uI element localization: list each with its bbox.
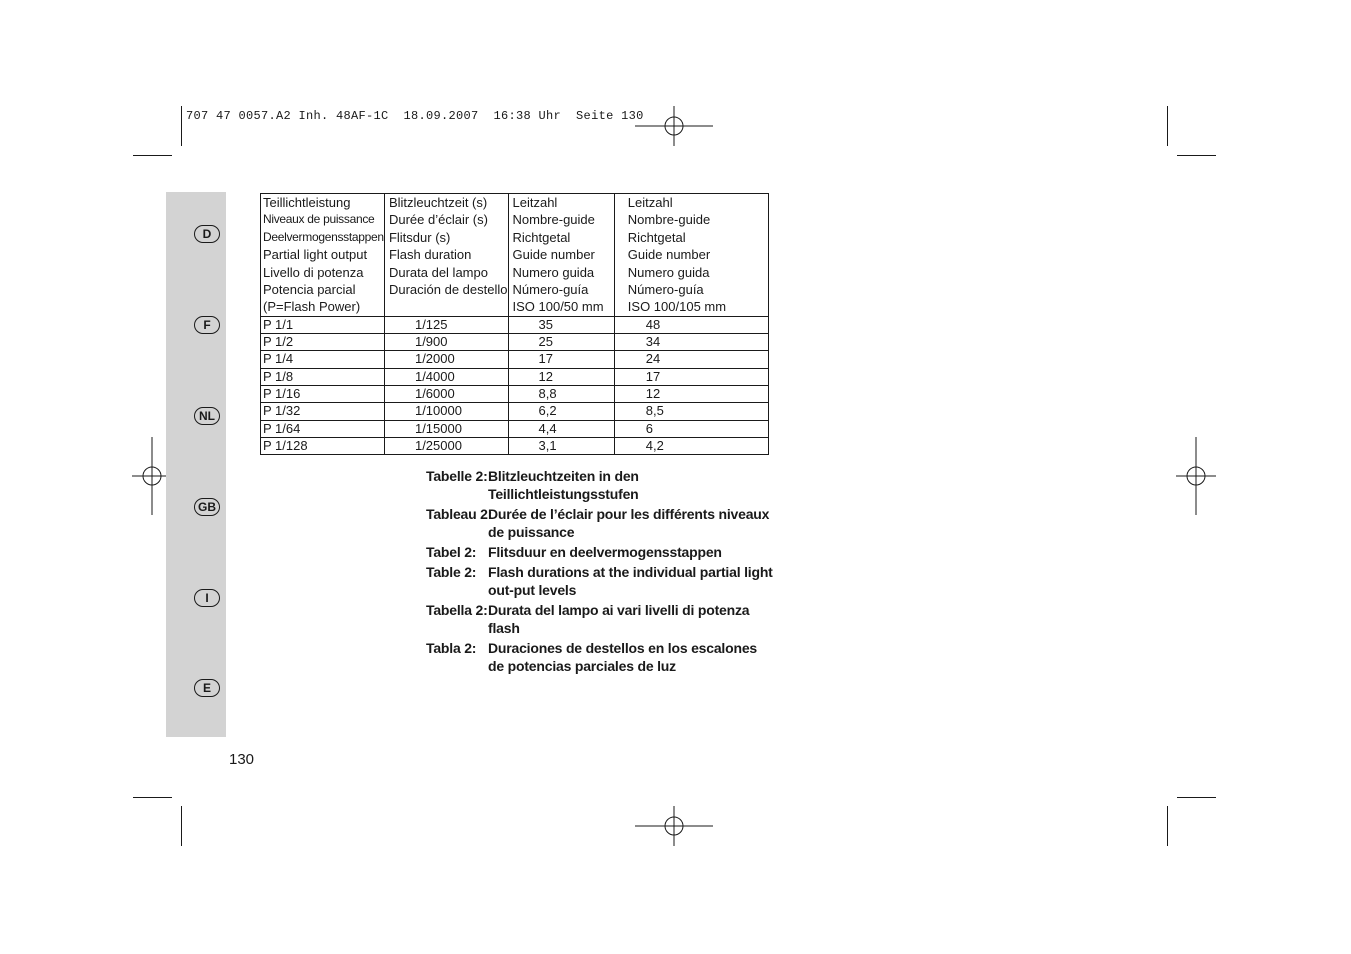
header-partial-light-output: [261, 194, 385, 317]
caption-fr: [426, 505, 776, 541]
table-row: [261, 368, 769, 385]
header-guide-number-50mm: [508, 194, 614, 317]
language-badge-f: F: [194, 316, 220, 334]
caption-label: Tabelle 2:: [426, 468, 488, 484]
header-line: (P=Flash Power): [263, 299, 361, 315]
header-line: Richtgetal: [627, 229, 686, 245]
header-line: Leitzahl: [512, 195, 558, 210]
table-row: [261, 334, 769, 351]
header-line: Richtgetal: [512, 229, 571, 245]
cell-guide-number-105: 8,5: [614, 403, 768, 420]
caption-label: Table 2:: [426, 564, 477, 580]
header-guide-number-105mm: [614, 194, 768, 317]
header-line: Partial light output: [263, 247, 368, 263]
table-row: [261, 385, 769, 402]
cell-guide-number-50: 35: [508, 316, 614, 333]
cell-guide-number-50: 6,2: [508, 403, 614, 420]
cell-guide-number-50: 17: [508, 351, 614, 368]
print-header: 707 47 0057.A2 Inh. 48AF-1C 18.09.2007 16:38 Uhr Seite 130: [186, 109, 644, 123]
header-line: Teillichtleistung: [263, 195, 351, 210]
table-row: [261, 316, 769, 333]
registration-mark-top: [635, 106, 715, 146]
caption-text: Blitzleuchtzeiten in den Teillichtleistungsstufen: [488, 468, 639, 502]
header-line: [389, 298, 508, 315]
header-line: Durée d’éclair (s): [388, 212, 488, 228]
table-header-row: [261, 194, 769, 317]
table-row: [261, 437, 769, 454]
caption-de: [426, 467, 776, 503]
language-badge-e: E: [194, 679, 220, 697]
cell-guide-number-105: 17: [614, 368, 768, 385]
header-line: Numero guida: [627, 264, 710, 280]
crop-mark-bottom-left-v: [181, 806, 182, 846]
cell-duration: 1/125: [384, 316, 508, 333]
cell-guide-number-50: 12: [508, 368, 614, 385]
language-badge-gb: GB: [194, 498, 220, 516]
header-line: Duración de destello: [388, 281, 508, 297]
registration-mark-bottom: [635, 806, 715, 846]
caption-en: [426, 563, 776, 599]
caption-it: [426, 601, 776, 637]
caption-label: Tabella 2:: [426, 602, 488, 618]
crop-mark-top-left-v: [181, 106, 182, 146]
caption-label: Tabel 2:: [426, 544, 477, 560]
crop-mark-top-left-h: [133, 155, 172, 156]
cell-power: P 1/128: [261, 437, 385, 454]
cell-guide-number-105: 4,2: [614, 437, 768, 454]
table-row: [261, 351, 769, 368]
cell-power: P 1/64: [261, 420, 385, 437]
cell-guide-number-105: 24: [614, 351, 768, 368]
caption-nl: [426, 543, 776, 561]
caption-text: Flitsduur en deelvermogensstappen: [488, 544, 722, 560]
registration-mark-right: [1176, 437, 1216, 517]
cell-power: P 1/16: [261, 385, 385, 402]
cell-guide-number-50: 25: [508, 334, 614, 351]
crop-mark-top-right-v: [1167, 106, 1168, 146]
cell-guide-number-105: 6: [614, 420, 768, 437]
caption-text: Durée de l’éclair pour les différents niveaux de puissance: [488, 506, 770, 540]
table-captions: [426, 467, 776, 677]
header-line: Flitsdur (s): [388, 229, 451, 245]
table-row: [261, 420, 769, 437]
cell-guide-number-50: 8,8: [508, 385, 614, 402]
caption-text: Durata del lampo ai vari livelli di potenza flash: [488, 602, 750, 636]
header-line: Guide number: [512, 247, 595, 263]
header-line: Flash duration: [388, 247, 472, 263]
header-line: ISO 100/105 mm: [627, 299, 727, 315]
caption-text: Duraciones de destellos en los escalones de potencias parciales de luz: [488, 640, 757, 674]
caption-label: Tabla 2:: [426, 640, 477, 656]
crop-mark-bottom-right-v: [1167, 806, 1168, 846]
cell-guide-number-105: 34: [614, 334, 768, 351]
cell-power: P 1/2: [261, 334, 385, 351]
header-flash-duration: [384, 194, 508, 317]
cell-duration: 1/2000: [384, 351, 508, 368]
caption-text: Flash durations at the individual partial light out-put levels: [488, 564, 773, 598]
cell-power: P 1/1: [261, 316, 385, 333]
cell-duration: 1/15000: [384, 420, 508, 437]
header-line: Nombre-guide: [512, 212, 595, 228]
cell-duration: 1/25000: [384, 437, 508, 454]
header-line: Potencia parcial: [263, 281, 356, 297]
cell-duration: 1/10000: [384, 403, 508, 420]
page-number: 130: [229, 751, 255, 768]
cell-guide-number-105: 12: [614, 385, 768, 402]
header-line: Livello di potenza: [263, 264, 364, 280]
cell-duration: 1/6000: [384, 385, 508, 402]
header-line: Leitzahl: [627, 195, 673, 210]
header-line: Niveaux de puissance: [263, 212, 375, 227]
table-row: [261, 403, 769, 420]
header-line: Número-guía: [627, 281, 704, 297]
language-badge-d: D: [194, 225, 220, 243]
crop-mark-bottom-right-h: [1177, 797, 1216, 798]
header-line: Guide number: [627, 247, 711, 263]
header-line: Deelvermogensstappen: [263, 229, 384, 244]
cell-power: P 1/32: [261, 403, 385, 420]
cell-duration: 1/900: [384, 334, 508, 351]
header-line: Numero guida: [512, 264, 595, 280]
cell-duration: 1/4000: [384, 368, 508, 385]
header-line: Blitzleuchtzeit (s): [388, 195, 488, 210]
caption-label: Tableau 2:: [426, 506, 493, 522]
language-badge-nl: NL: [194, 407, 220, 425]
cell-guide-number-105: 48: [614, 316, 768, 333]
header-line: Durata del lampo: [388, 264, 488, 280]
language-badge-i: I: [194, 589, 220, 607]
cell-guide-number-50: 4,4: [508, 420, 614, 437]
cell-guide-number-50: 3,1: [508, 437, 614, 454]
header-line: Número-guía: [512, 281, 589, 297]
cell-power: P 1/8: [261, 368, 385, 385]
crop-mark-top-right-h: [1177, 155, 1216, 156]
flash-duration-table: [260, 193, 769, 455]
caption-es: [426, 639, 776, 675]
language-strip: [166, 192, 226, 737]
header-line: Nombre-guide: [627, 212, 711, 228]
cell-power: P 1/4: [261, 351, 385, 368]
crop-mark-bottom-left-h: [133, 797, 172, 798]
header-line: ISO 100/50 mm: [512, 299, 604, 315]
